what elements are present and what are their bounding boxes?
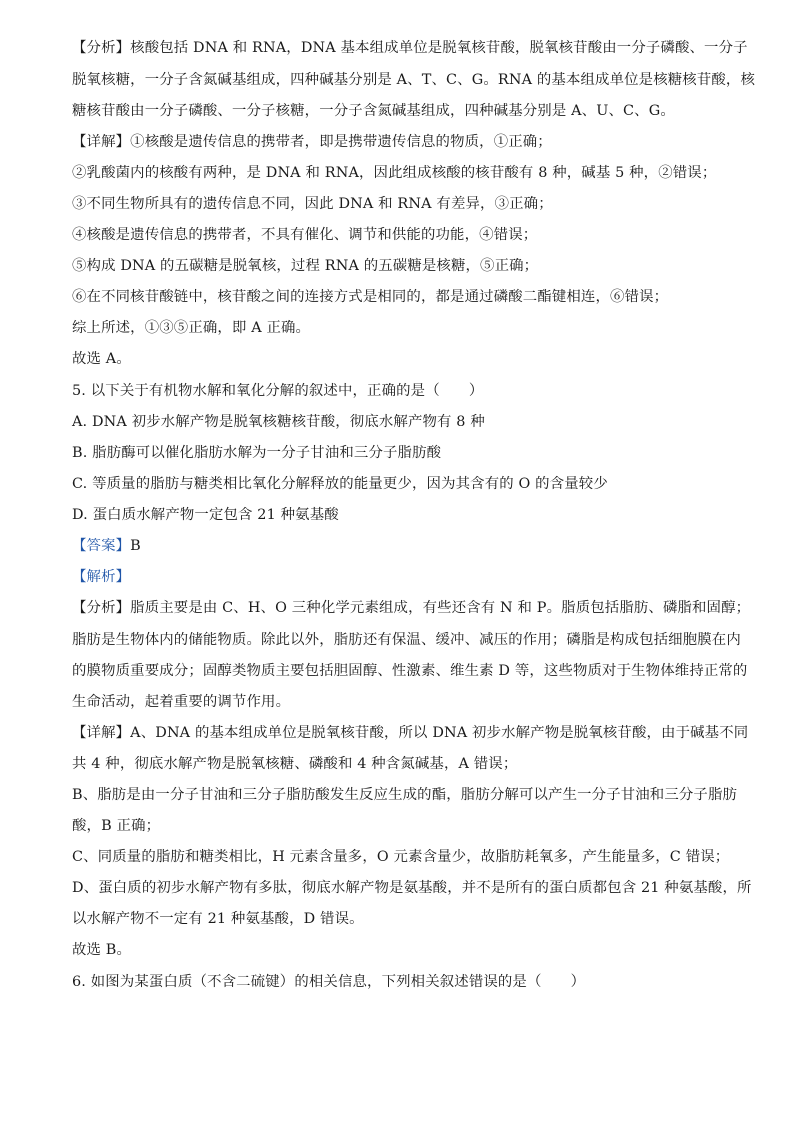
line-text: 故选 A。 [72,351,131,367]
text-line [72,194,732,214]
line-text: 5. 以下关于有机物水解和氧化分解的叙述中，正确的是（ ） [72,383,484,399]
line-text: 糖核苷酸由一分子磷酸、一分子核糖，一分子含氮碱基组成，四种碱基分别是 A、U、C、G。 [72,103,675,119]
text-line [72,474,732,494]
text-line [72,816,732,836]
text-line [72,38,748,58]
text-line [72,692,732,712]
text-line [72,256,732,276]
text-line [72,567,732,587]
text-line [72,349,732,369]
line-text: A、DNA 的基本组成单位是脱氧核苷酸，所以 DNA 初步水解产物是脱氧核苷酸，由于碱基不同 [130,725,749,741]
section-label: 【分析】 [72,40,131,56]
text-line [72,163,732,183]
text-line [72,598,751,618]
section-label: 【解析】 [72,569,131,585]
text-line [72,505,732,525]
line-text: ④核酸是遗传信息的携带者，不具有催化、调节和供能的功能，④错误； [72,227,538,243]
section-label: 【详解】 [72,134,131,150]
text-line [72,70,755,90]
text-line [72,723,749,743]
text-line [72,381,732,401]
line-text: 脂肪是生物体内的储能物质。除此以外，脂肪还有保温、缓冲、减压的作用；磷脂是构成包括细胞膜在内 [72,632,741,648]
line-text: 脱氧核糖，一分子含氮碱基组成，四种碱基分别是 A、T、C、G。RNA 的基本组成单位是核糖核苷酸，核 [72,72,755,88]
line-text: B、脂肪是由一分子甘油和三分子脂肪酸发生反应生成的酯，脂肪分解可以产生一分子甘油和三分子脂肪 [72,787,738,803]
line-text: B [130,538,141,554]
line-text: A. DNA 初步水解产物是脱氧核糖核苷酸，彻底水解产物有 8 种 [72,414,485,430]
text-line [72,878,752,898]
text-line [72,785,738,805]
text-line [72,443,732,463]
line-text: 综上所述，①③⑤正确，即 A 正确。 [72,320,311,336]
line-text: ⑥在不同核苷酸链中，核苷酸之间的连接方式是相同的，都是通过磷酸二酯键相连，⑥错误； [72,289,669,305]
text-line [72,132,732,152]
text-line [72,940,732,960]
text-line [72,225,732,245]
text-line [72,972,732,992]
text-line [72,412,732,432]
section-label: 【详解】 [72,725,131,741]
line-text: ⑤构成 DNA 的五碳糖是脱氧核，过程 RNA 的五碳糖是核糖，⑤正确； [72,258,539,274]
line-text: 共 4 种，彻底水解产物是脱氧核糖、磷酸和 4 种含氮碱基，A 错误； [72,756,518,772]
section-label: 【分析】 [72,600,131,616]
text-line [72,754,732,774]
text-line [72,909,732,929]
line-text: 以水解产物不一定有 21 种氨基酸，D 错误。 [72,911,364,927]
section-label: 【答案】 [72,538,131,554]
line-text: 脂质主要是由 C、H、O 三种化学元素组成，有些还含有 N 和 P。脂质包括脂肪、磷脂和固醇； [130,600,751,616]
text-line [72,630,741,650]
line-text: D、蛋白质的初步水解产物有多肽，彻底水解产物是氨基酸，并不是所有的蛋白质都包含 21 种氨基酸，所 [72,880,752,896]
line-text: 的膜物质重要成分；固醇类物质主要包括胆固醇、性激素、维生素 D 等，这些物质对于生物体维持正常的 [72,663,748,679]
line-text: 生命活动，起着重要的调节作用。 [72,694,291,710]
line-text: 6. 如图为某蛋白质（不含二硫键）的相关信息，下列相关叙述错误的是（ ） [72,974,586,990]
text-line [72,287,732,307]
line-text: C. 等质量的脂肪与糖类相比氧化分解释放的能量更少，因为其含有的 O 的含量较少 [72,476,608,492]
text-line [72,536,732,556]
line-text: ①核酸是遗传信息的携带者，即是携带遗传信息的物质，①正确； [130,134,552,150]
line-text: 核酸包括 DNA 和 RNA，DNA 基本组成单位是脱氧核苷酸，脱氧核苷酸由一分子磷酸、一分子 [130,40,748,56]
line-text: B. 脂肪酶可以催化脂肪水解为一分子甘油和三分子脂肪酸 [72,445,442,461]
line-text: ③不同生物所具有的遗传信息不同，因此 DNA 和 RNA 有差异，③正确； [72,196,553,212]
text-line [72,318,732,338]
line-text: 酸，B 正确； [72,818,161,834]
text-line [72,661,748,681]
text-line [72,101,732,121]
line-text: D. 蛋白质水解产物一定包含 21 种氨基酸 [72,507,339,523]
line-text: C、同质量的脂肪和糖类相比，H 元素含量多，O 元素含量少，故脂肪耗氧多，产生能量多，C 错误； [72,849,730,865]
line-text: 故选 B。 [72,942,132,958]
text-line [72,847,732,867]
line-text: ②乳酸菌内的核酸有两种，是 DNA 和 RNA，因此组成核酸的核苷酸有 8 种，碱基 5 种，②错误； [72,165,717,181]
